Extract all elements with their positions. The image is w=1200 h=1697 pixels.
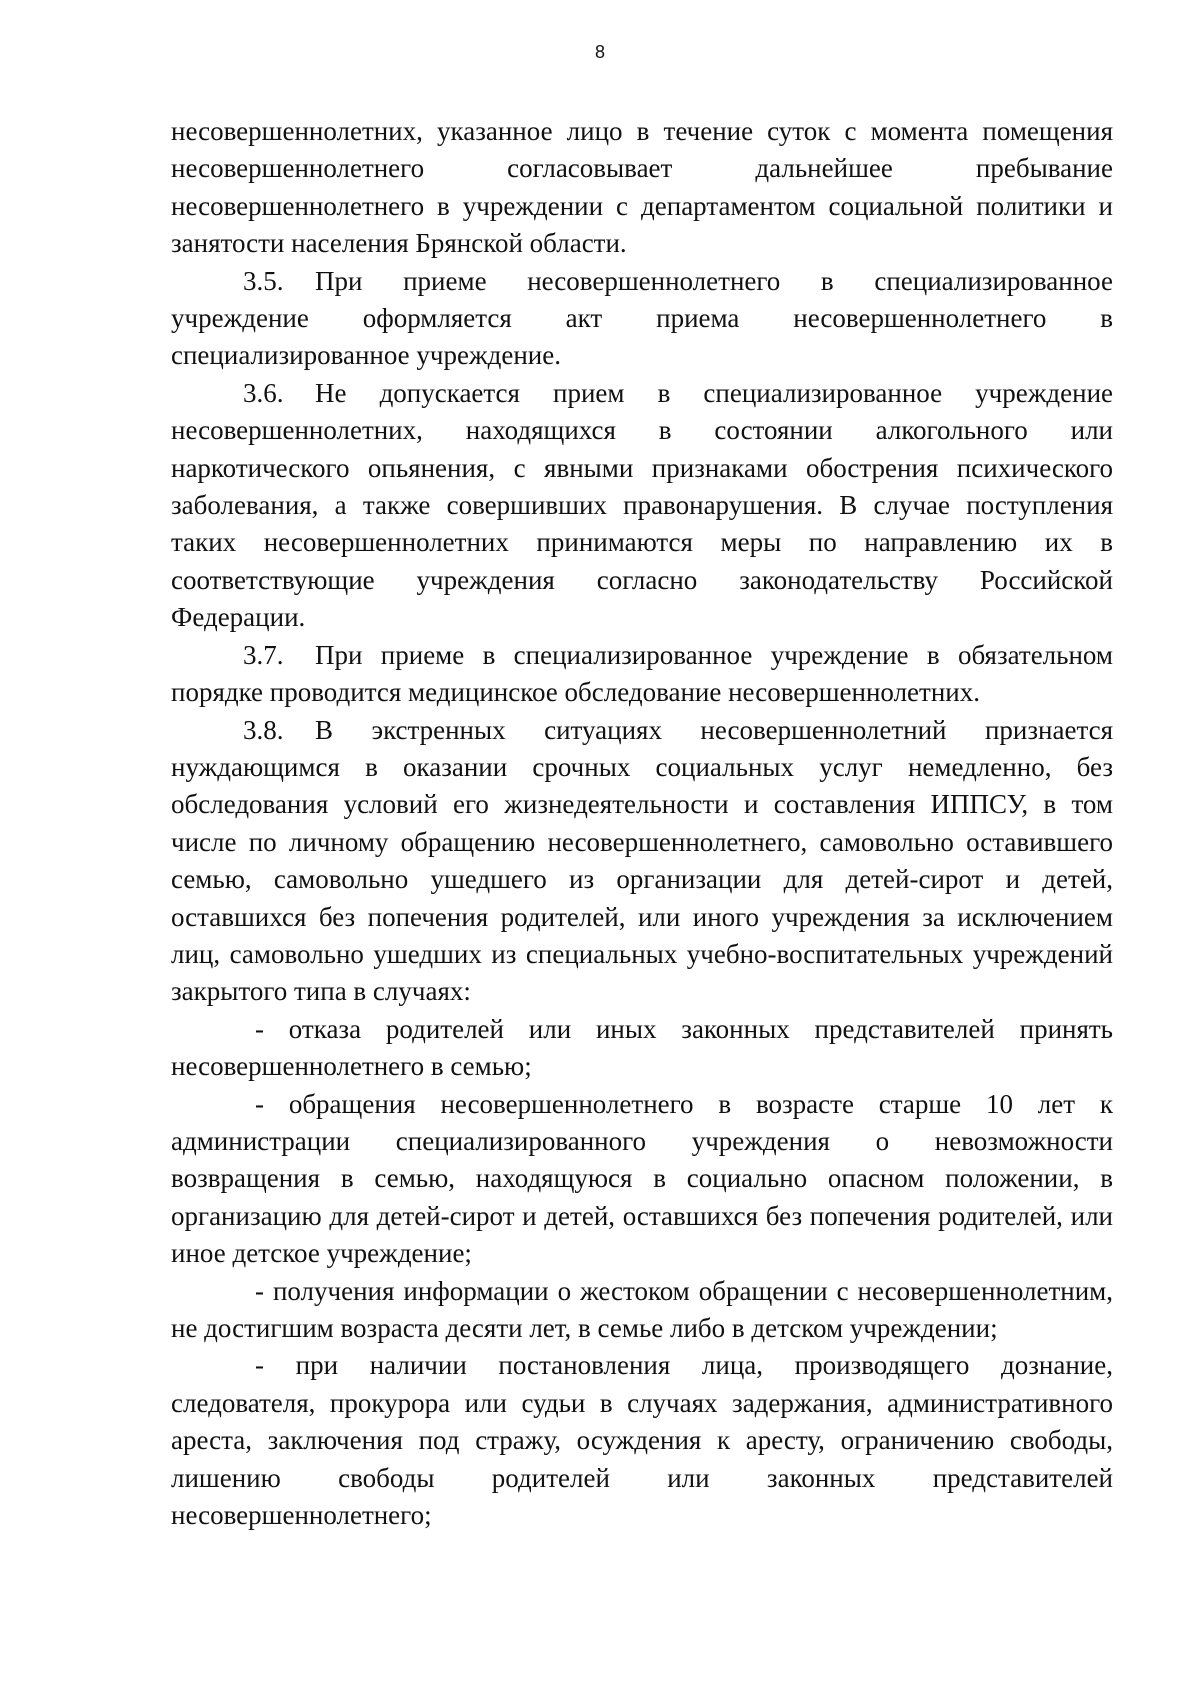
list-item-text: - при наличии постановления лица, производящего дознание, следователя, прокурора или судьи в случаях задержания, административного ареста, заключения под стражу, осуждения к аресту, ограничению свободы, лишению свободы родителей или законных представителей несовершеннолетнего; (171, 1350, 1113, 1531)
paragraph-text: несовершеннолетних, указанное лицо в течение суток с момента помещения несовершеннолетнего согласовывает дальнейшее пребывание несовершеннолетнего в учреждении с департаментом социальной политики и занятости населения Брянской области. (171, 116, 1113, 259)
paragraph-number: 3.5. (243, 265, 284, 296)
paragraph-number: 3.8. (243, 714, 284, 745)
paragraph-number: 3.7. (243, 639, 284, 670)
list-item-text: - отказа родителей или иных законных представителей принять несовершеннолетнего в семью; (171, 1013, 1113, 1082)
list-item-cruelty (171, 1273, 1113, 1348)
list-item-resolution (171, 1347, 1113, 1534)
paragraph-3-6 (171, 375, 1113, 637)
paragraph-text: При приеме в специализированное учреждение в обязательном порядке проводится медицинское обследование несовершеннолетних. (171, 639, 1113, 708)
paragraph-text: В экстренных ситуациях несовершеннолетний признается нуждающимся в оказании срочных социальных услуг немедленно, без обследования условий его жизнедеятельности и составления ИППСУ, в том числе по личному обращению несовершеннолетнего, самовольно оставившего семью, самовольно ушедшего из организации для детей-сирот и детей, оставшихся без попечения родителей, или иного учреждения за исключением лиц, самовольно ушедших из специальных учебно-воспитательных учреждений закрытого типа в случаях: (171, 714, 1113, 1007)
paragraph-text: При приеме несовершеннолетнего в специализированное учреждение оформляется акт приема несовершеннолетнего в специализированное учреждение. (171, 265, 1113, 371)
paragraph-3-5 (171, 263, 1113, 375)
document-body (171, 113, 1113, 1534)
paragraph-number: 3.6. (243, 377, 284, 408)
list-item-text: - обращения несовершеннолетнего в возрасте старше 10 лет к администрации специализированного учреждения о невозможности возвращения в семью, находящуюся в социально опасном положении, в организацию для детей-сирот и детей, оставшихся без попечения родителей, или иное детское учреждение; (171, 1088, 1113, 1269)
page-number: 8 (594, 42, 605, 62)
paragraph-3-8 (171, 712, 1113, 1011)
list-item-text: - получения информации о жестоком обращении с несовершеннолетним, не достигшим возраста десяти лет, в семье либо в детском учреждении; (171, 1275, 1113, 1343)
paragraph-continuation (171, 113, 1113, 263)
list-item-appeal (171, 1086, 1113, 1273)
paragraph-text: Не допускается прием в специализированное учреждение несовершеннолетних, находящихся в состоянии алкогольного или наркотического опьянения, с явными признаками обострения психического заболевания, а также совершивших правонарушения. В случае поступления таких несовершеннолетних принимаются меры по направлению их в соответствующие учреждения согласно законодательству Российской Федерации. (171, 377, 1113, 633)
list-item-refusal (171, 1011, 1113, 1086)
paragraph-3-7 (171, 637, 1113, 712)
